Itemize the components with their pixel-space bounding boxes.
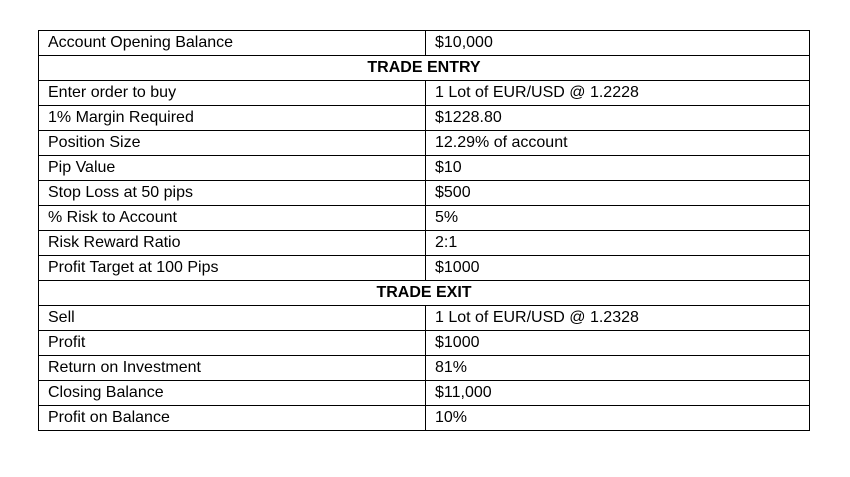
row-value: 12.29% of account: [426, 131, 810, 156]
table-row: [39, 81, 810, 106]
row-value: $10,000: [426, 31, 810, 56]
table-row: [39, 106, 810, 131]
row-label: Sell: [39, 306, 426, 331]
row-value: 81%: [426, 356, 810, 381]
table-row: [39, 256, 810, 281]
row-value: 2:1: [426, 231, 810, 256]
table-row: [39, 156, 810, 181]
row-label: Profit Target at 100 Pips: [39, 256, 426, 281]
table-row: [39, 331, 810, 356]
table-row: [39, 231, 810, 256]
row-value: $11,000: [426, 381, 810, 406]
row-label: Account Opening Balance: [39, 31, 426, 56]
row-value: 10%: [426, 406, 810, 431]
trade-exit-heading: TRADE EXIT: [39, 281, 810, 306]
row-value: $1228.80: [426, 106, 810, 131]
row-value: 1 Lot of EUR/USD @ 1.2328: [426, 306, 810, 331]
row-value: $1000: [426, 331, 810, 356]
row-label: Enter order to buy: [39, 81, 426, 106]
row-label: 1% Margin Required: [39, 106, 426, 131]
table-row: [39, 306, 810, 331]
row-label: % Risk to Account: [39, 206, 426, 231]
table-row: [39, 206, 810, 231]
row-label: Stop Loss at 50 pips: [39, 181, 426, 206]
row-label: Position Size: [39, 131, 426, 156]
row-value: 5%: [426, 206, 810, 231]
section-row: [39, 281, 810, 306]
row-label: Pip Value: [39, 156, 426, 181]
row-label: Profit on Balance: [39, 406, 426, 431]
row-label: Risk Reward Ratio: [39, 231, 426, 256]
row-label: Profit: [39, 331, 426, 356]
row-value: $1000: [426, 256, 810, 281]
table-row: [39, 31, 810, 56]
row-value: 1 Lot of EUR/USD @ 1.2228: [426, 81, 810, 106]
row-value: $10: [426, 156, 810, 181]
row-label: Return on Investment: [39, 356, 426, 381]
trade-summary-table: [38, 30, 810, 431]
row-label: Closing Balance: [39, 381, 426, 406]
row-value: $500: [426, 181, 810, 206]
table-row: [39, 181, 810, 206]
trade-entry-heading: TRADE ENTRY: [39, 56, 810, 81]
table-row: [39, 381, 810, 406]
table-row: [39, 356, 810, 381]
section-row: [39, 56, 810, 81]
table-row: [39, 131, 810, 156]
table-row: [39, 406, 810, 431]
